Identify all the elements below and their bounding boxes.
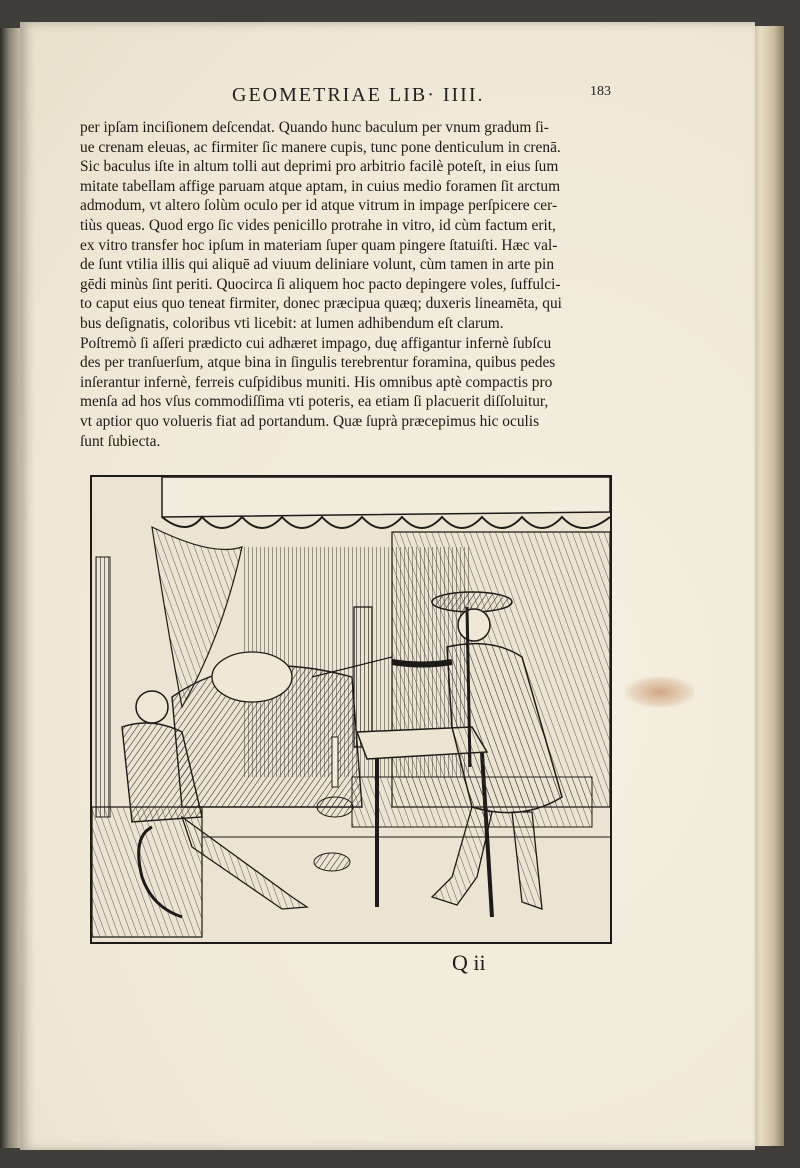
woodcut-illustration bbox=[90, 475, 612, 944]
text-line: ue crenam eleuas, ac firmiter ſic manere cupis, tunc pone denticulum in crenā. bbox=[80, 138, 561, 156]
text-line: mitate tabellam affige paruam atque aptam, in cuius medio foramen ſit arctum bbox=[80, 177, 561, 195]
text-line: tiùs queas. Quod ergo ſic vides penicillo protrahe in vitro, id cùm factum erit, bbox=[80, 216, 556, 234]
pillow bbox=[212, 652, 292, 702]
bed-canopy bbox=[162, 477, 610, 517]
text-line: bus deſignatis, coloribus vti licebit: at lumen adhibendum eſt clarum. bbox=[80, 314, 504, 332]
text-line: des per tranſuerſum, atque bina in ſingulis terebrentur foramina, quibus pedes bbox=[80, 354, 556, 372]
floor-hat bbox=[314, 853, 350, 871]
text-line: menſa ad hos vſus commodiſſima vti poteris, ea etiam ſi placuerit diſſoluitur, bbox=[80, 393, 549, 411]
glass-frame bbox=[354, 607, 372, 747]
running-head: GEOMETRIAE LIB· IIII. bbox=[232, 84, 485, 106]
candlestick-base bbox=[317, 797, 353, 817]
text-line: admodum, vt altero ſolùm oculo per id atque vitrum in impage perſpicere cer- bbox=[80, 197, 558, 215]
foxing-stain bbox=[625, 676, 695, 708]
text-line: to caput eius quo teneat firmiter, donec præcipua quæq; duxeris lineamēta, qui bbox=[80, 295, 562, 313]
artist-arm bbox=[392, 662, 452, 665]
woodcut-drawing bbox=[92, 477, 610, 942]
candle bbox=[332, 737, 338, 787]
signature-mark: Q ii bbox=[452, 950, 486, 975]
seated-man-head bbox=[136, 691, 168, 723]
text-line: de ſunt vtilia illis qui aliquē ad viuum deliniare volunt, cùm tamen in arte pin bbox=[80, 256, 555, 274]
text-line: Poſtremò ſi aſſeri prædicto cui adhæret impago, duę affigantur infernè ſubſcu bbox=[80, 334, 552, 352]
bed-post-left bbox=[96, 557, 110, 817]
text-line: vt aptior quo volueris fiat ad portandum. Quæ ſuprà præcepimus hic oculis bbox=[80, 412, 540, 430]
text-line: per ipſam inciſionem deſcendat. Quando hunc baculum per vnum gradum ſi- bbox=[80, 119, 549, 136]
text-line: inſerantur infernè, ferreis cuſpidibus muniti. His omnibus aptè compactis pro bbox=[80, 373, 553, 391]
text-line: ex vitro transfer hoc ipſum in materiam ſuper quam pingere ſtatuiſti. Hæc val- bbox=[80, 236, 558, 254]
text-line: Sic baculus iſte in altum tolli aut deprimi pro arbitrio facilè poteſt, in eius ſum bbox=[80, 158, 559, 176]
folio-number: 183 bbox=[590, 84, 611, 99]
text-line: gēdi minùs ſint periti. Quocirca ſi aliquem hoc pacto depingere voles, ſuffulci- bbox=[80, 275, 561, 293]
body-text bbox=[80, 118, 610, 451]
chair bbox=[92, 807, 202, 937]
text-line: ſunt ſubiecta. bbox=[80, 432, 161, 450]
canopy-fringe bbox=[162, 517, 610, 528]
artist-head bbox=[458, 609, 490, 641]
